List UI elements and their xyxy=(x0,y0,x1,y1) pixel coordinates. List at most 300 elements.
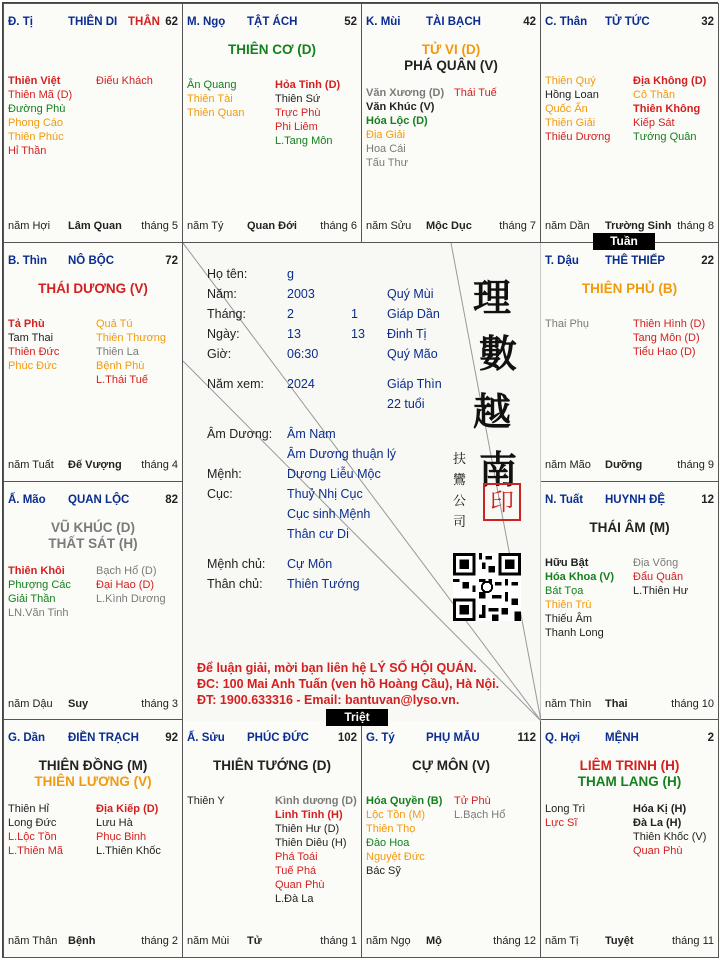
minor-stars-right xyxy=(96,317,166,387)
month-marker: tháng 9 xyxy=(677,459,714,471)
minor-star: Hoa Cái xyxy=(366,143,406,155)
body-lord-label: Thân chủ: xyxy=(207,577,263,591)
destiny-lord-value: Cự Môn xyxy=(287,557,333,571)
minor-star: Kình dương (D) xyxy=(275,795,357,807)
palace-name: PHỤ MẪU xyxy=(426,732,480,744)
minor-star: Văn Xương (D) xyxy=(366,87,445,99)
life-stage: Dưỡng xyxy=(605,459,643,471)
seal-char: 司 xyxy=(453,515,467,530)
minor-star: Long Trì xyxy=(545,803,586,815)
palace-header xyxy=(8,494,178,508)
minor-star: Bạch Hổ (D) xyxy=(96,565,157,577)
minor-star: Thiên Việt xyxy=(8,75,61,87)
minor-star: Thiên Giải xyxy=(545,117,596,129)
main-stars xyxy=(362,42,540,74)
palace-header xyxy=(187,16,357,30)
palace-name: TÀI BẠCH xyxy=(426,16,481,28)
earthly-branch: C. Thân xyxy=(545,16,588,28)
minor-star: Thanh Long xyxy=(545,627,604,639)
palace-footer xyxy=(187,220,357,234)
earthly-branch: T. Dậu xyxy=(545,255,579,267)
life-stage: Thai xyxy=(605,698,628,710)
palace-header xyxy=(545,255,714,269)
minor-star: Hồng Loan xyxy=(545,89,599,101)
palace-ngo xyxy=(182,3,362,243)
minor-star: Nguyệt Đức xyxy=(366,851,425,863)
view-year-canchi: Giáp Thìn xyxy=(387,377,442,391)
minor-star: Địa Không (D) xyxy=(633,75,707,87)
main-star: PHÁ QUÂN (V) xyxy=(404,58,498,73)
month-marker: tháng 2 xyxy=(141,935,178,947)
minor-star: Lưu Hà xyxy=(96,817,133,829)
minor-star: Hóa Khoa (V) xyxy=(545,571,615,583)
life-stage: Mộ xyxy=(426,935,442,947)
palace-name: ĐIỀN TRẠCH xyxy=(68,732,139,744)
minor-stars-left xyxy=(8,802,63,858)
minor-star: Đào Hoa xyxy=(366,837,410,849)
palace-suu xyxy=(182,719,362,958)
hour-value: 06:30 xyxy=(287,347,319,361)
minor-stars-left xyxy=(545,317,589,331)
minor-star: Tả Phù xyxy=(8,318,45,330)
main-stars xyxy=(4,758,182,790)
decade-age: 62 xyxy=(165,16,178,28)
year-branch: năm Hợi xyxy=(8,220,51,232)
minor-stars-right xyxy=(275,78,340,148)
year-branch: năm Thìn xyxy=(545,698,592,710)
minor-star: Thai Phụ xyxy=(545,318,590,330)
minor-star: Địa Kiếp (D) xyxy=(96,803,159,815)
minor-star: Tướng Quân xyxy=(633,131,697,143)
palace-name: TẬT ÁCH xyxy=(247,16,298,28)
minor-star: Tam Thai xyxy=(8,332,54,344)
main-star: VŨ KHÚC (D) xyxy=(51,520,135,535)
body-lord-value: Thiên Tướng xyxy=(287,577,360,591)
month-marker: tháng 11 xyxy=(671,935,714,947)
body-palace-note: Thân cư Di xyxy=(287,527,349,541)
minor-star: L.Thái Tuế xyxy=(96,374,148,386)
minor-star: L.Thiên Khốc xyxy=(96,845,161,857)
name-label: Họ tên: xyxy=(207,267,248,281)
palace-name: NÔ BỘC xyxy=(68,255,114,267)
earthly-branch: G. Tý xyxy=(366,732,395,744)
palace-ti xyxy=(3,3,183,243)
minor-star: Đại Hao (D) xyxy=(96,579,155,591)
bureau-note: Cục sinh Mệnh xyxy=(287,507,371,521)
minor-star: Phục Binh xyxy=(96,831,147,843)
minor-star: Thiên Khôi xyxy=(8,565,65,577)
minor-stars-right xyxy=(275,794,357,906)
life-stage: Tuyệt xyxy=(605,935,634,947)
month-marker: tháng 8 xyxy=(677,220,714,232)
palace-header xyxy=(8,732,178,746)
earthly-branch: N. Tuất xyxy=(545,494,584,506)
destiny-value: Dương Liễu Mộc xyxy=(287,467,381,481)
minor-star: Trực Phù xyxy=(275,107,321,119)
main-stars xyxy=(541,520,718,536)
minor-stars-right xyxy=(633,317,705,359)
view-year-label: Năm xem: xyxy=(207,377,264,391)
yinyang-note: Âm Dương thuận lý xyxy=(287,447,396,461)
minor-star: L.Tang Môn xyxy=(275,135,333,147)
main-stars xyxy=(541,758,718,790)
minor-star: Tuế Phá xyxy=(275,865,317,877)
palace-hoi xyxy=(540,719,719,958)
seal-char: 公 xyxy=(453,494,467,509)
minor-stars-right xyxy=(96,802,161,858)
hour-label: Giờ: xyxy=(207,347,232,361)
palace-than xyxy=(540,3,719,243)
minor-star: Thiên Khốc (V) xyxy=(633,831,707,843)
palace-mui xyxy=(361,3,541,243)
calligraphy-char-1: 理 xyxy=(473,275,512,320)
life-stage: Tử xyxy=(247,935,262,947)
decade-age: 12 xyxy=(701,494,714,506)
minor-star: Thiên Thọ xyxy=(366,823,416,835)
minor-star: Kiếp Sát xyxy=(633,117,675,129)
palace-name: THÊ THIẾP xyxy=(605,255,666,267)
month-label: Tháng: xyxy=(207,307,246,321)
palace-name: TỬ TỨC xyxy=(605,16,650,28)
main-star: CỰ MÔN (V) xyxy=(412,758,490,773)
main-star: THÁI ÂM (M) xyxy=(589,520,670,535)
tuan-marker: Tuần xyxy=(593,233,655,250)
palace-footer xyxy=(187,935,357,949)
contact-phone-email: ĐT: 1900.633316 - Email: bantuvan@lyso.vn. xyxy=(197,693,460,707)
palace-tuat xyxy=(540,481,719,721)
minor-star: Bát Tọa xyxy=(545,585,584,597)
minor-star: Thiên Thương xyxy=(96,332,167,344)
month-canchi: Giáp Dần xyxy=(387,307,440,321)
earthly-branch: Q. Hợi xyxy=(545,732,581,744)
body-palace-marker: THÂN xyxy=(128,16,160,28)
minor-stars-right xyxy=(96,74,153,88)
minor-stars-right xyxy=(633,556,688,598)
minor-star: L.Đà La xyxy=(275,893,314,905)
month-lunar: 1 xyxy=(351,307,358,321)
minor-star: Long Đức xyxy=(8,817,57,829)
palace-header xyxy=(187,732,357,746)
day-label: Ngày: xyxy=(207,327,240,341)
minor-star: Thiên Tài xyxy=(187,93,233,105)
decade-age: 82 xyxy=(165,494,178,506)
month-marker: tháng 12 xyxy=(493,935,536,947)
main-star: THIÊN CƠ (D) xyxy=(227,42,316,57)
main-star: THIÊN ĐỒNG (M) xyxy=(38,758,148,773)
minor-stars-left xyxy=(366,86,444,170)
palace-footer xyxy=(8,220,178,234)
year-branch: năm Sửu xyxy=(366,220,412,232)
year-branch: năm Thân xyxy=(8,935,58,947)
minor-star: Thiên Sứ xyxy=(275,93,321,105)
main-stars xyxy=(4,520,182,552)
earthly-branch: Ấ. Sửu xyxy=(187,732,225,744)
decade-age: 52 xyxy=(344,16,357,28)
destiny-lord-label: Mệnh chủ: xyxy=(207,557,266,571)
minor-stars-right xyxy=(454,86,497,100)
main-stars xyxy=(183,758,361,774)
minor-stars-left xyxy=(545,74,610,144)
month-marker: tháng 7 xyxy=(499,220,536,232)
minor-star: Phong Cáo xyxy=(8,117,64,129)
seal-column xyxy=(453,449,467,533)
earthly-branch: M. Ngọ xyxy=(187,16,226,28)
life-stage: Lâm Quan xyxy=(68,220,122,232)
main-star: TỬ VI (D) xyxy=(421,42,481,57)
minor-star: Thái Tuế xyxy=(454,87,497,99)
qr-code-icon[interactable] xyxy=(453,553,521,621)
minor-star: Tấu Thư xyxy=(366,157,409,169)
palace-footer xyxy=(8,698,178,712)
main-star: THIÊN LƯƠNG (V) xyxy=(34,774,152,789)
earthly-branch: Ấ. Mão xyxy=(8,494,46,506)
minor-star: Hóa Quyền (B) xyxy=(366,795,443,807)
palace-dau xyxy=(540,242,719,482)
destiny-label: Mệnh: xyxy=(207,467,242,481)
view-year-value: 2024 xyxy=(287,377,315,391)
decade-age: 92 xyxy=(165,732,178,744)
calligraphy-char-3: 越 xyxy=(473,389,512,434)
life-stage: Quan Đới xyxy=(247,220,297,232)
minor-star: Quan Phù xyxy=(633,845,683,857)
main-stars xyxy=(4,281,182,297)
minor-star: Thiên Phúc xyxy=(8,131,64,143)
palace-name: THIÊN DI xyxy=(68,16,118,28)
minor-star: Phúc Đức xyxy=(8,360,57,372)
minor-star: Tang Môn (D) xyxy=(633,332,700,344)
decade-age: 22 xyxy=(701,255,714,267)
life-stage: Đế Vượng xyxy=(68,459,122,471)
life-stage: Trường Sinh xyxy=(605,220,672,232)
main-stars xyxy=(362,758,540,774)
palace-header xyxy=(545,16,714,30)
earthly-branch: B. Thìn xyxy=(8,255,47,267)
minor-star: Bác Sỹ xyxy=(366,865,401,877)
minor-star: Cô Thần xyxy=(633,89,675,101)
minor-star: Đường Phù xyxy=(8,103,66,115)
month-marker: tháng 6 xyxy=(320,220,357,232)
decade-age: 32 xyxy=(701,16,714,28)
earthly-branch: Đ. Tị xyxy=(8,16,33,28)
minor-star: Thiên Mã (D) xyxy=(8,89,73,101)
palace-name: HUYNH ĐỆ xyxy=(605,494,666,506)
minor-star: L.Bạch Hổ xyxy=(454,809,506,821)
palace-footer xyxy=(545,459,714,473)
minor-star: L.Thiên Hư xyxy=(633,585,689,597)
year-branch: năm Dậu xyxy=(8,698,53,710)
minor-stars-left xyxy=(366,794,442,878)
center-info-panel xyxy=(183,243,541,721)
minor-star: LN.Văn Tinh xyxy=(8,607,69,619)
minor-star: Thiên Diêu (H) xyxy=(275,837,347,849)
contact-address: ĐC: 100 Mai Anh Tuấn (ven hồ Hoàng Cầu), Hà Nội. xyxy=(197,677,500,691)
minor-star: L.Kình Dương xyxy=(96,593,166,605)
triet-marker: Triệt xyxy=(326,709,388,726)
day-canchi: Đinh Tị xyxy=(387,327,427,341)
minor-star: Thiên Quan xyxy=(187,107,245,119)
minor-stars-left xyxy=(545,556,614,640)
minor-stars-left xyxy=(8,74,72,158)
palace-header xyxy=(545,732,714,746)
month-marker: tháng 5 xyxy=(141,220,178,232)
year-branch: năm Ngọ xyxy=(366,935,411,947)
minor-star: Lực Sĩ xyxy=(545,817,578,829)
palace-header xyxy=(8,16,178,30)
palace-footer xyxy=(366,220,536,234)
year-canchi: Quý Mùi xyxy=(387,287,434,301)
month-marker: tháng 10 xyxy=(671,698,714,710)
palace-name: PHÚC ĐỨC xyxy=(247,732,309,744)
minor-star: Thiên La xyxy=(96,346,139,358)
minor-star: Thiếu Dương xyxy=(545,131,611,143)
minor-star: Địa Võng xyxy=(633,557,679,569)
minor-star: Linh Tinh (H) xyxy=(275,809,343,821)
life-stage: Mộc Dục xyxy=(426,220,472,232)
seal-char: 扶 xyxy=(453,452,467,467)
minor-stars-left xyxy=(8,564,71,620)
main-stars xyxy=(183,42,361,58)
bureau-value: Thuỷ Nhị Cục xyxy=(287,487,363,501)
decade-age: 72 xyxy=(165,255,178,267)
decade-age: 2 xyxy=(707,732,714,744)
bureau-label: Cục: xyxy=(207,487,233,501)
minor-star: Thiên Hỉ xyxy=(8,803,49,815)
earthly-branch: G. Dần xyxy=(8,732,46,744)
palace-header xyxy=(545,494,714,508)
minor-stars-right xyxy=(96,564,166,606)
year-branch: năm Tuất xyxy=(8,459,54,471)
minor-star: Thiên Hư (D) xyxy=(275,823,340,835)
earthly-branch: K. Mùi xyxy=(366,16,401,28)
palace-mao xyxy=(3,481,183,721)
main-star: THIÊN PHỦ (B) xyxy=(581,281,678,296)
year-branch: năm Tị xyxy=(545,935,579,947)
minor-stars-left xyxy=(187,794,225,808)
yinyang-value: Âm Nam xyxy=(287,427,336,441)
year-value: 2003 xyxy=(287,287,315,301)
month-marker: tháng 1 xyxy=(320,935,357,947)
minor-star: Hóa Lộc (D) xyxy=(366,115,428,127)
minor-star: L.Thiên Mã xyxy=(8,845,64,857)
minor-star: Thiên Quý xyxy=(545,75,596,87)
red-seal-stamp: 印 xyxy=(483,483,521,521)
minor-stars-right xyxy=(454,794,505,822)
minor-stars-right xyxy=(633,74,706,144)
minor-star: Bệnh Phù xyxy=(96,360,145,372)
decade-age: 112 xyxy=(517,732,536,744)
day-value: 13 xyxy=(287,327,301,341)
palace-footer xyxy=(545,698,714,712)
palace-header xyxy=(366,732,536,746)
decade-age: 42 xyxy=(523,16,536,28)
minor-star: Lộc Tồn (M) xyxy=(366,809,426,821)
main-star: THÁI DƯƠNG (V) xyxy=(38,281,148,296)
minor-star: Quốc Ấn xyxy=(545,103,588,115)
palace-header xyxy=(366,16,536,30)
minor-stars-left xyxy=(187,78,244,120)
main-stars xyxy=(541,281,718,297)
decade-age: 102 xyxy=(337,732,357,744)
palace-name: QUAN LỘC xyxy=(68,494,130,506)
minor-star: Hỉ Thần xyxy=(8,145,47,157)
minor-star: Quan Phù xyxy=(275,879,325,891)
minor-stars-left xyxy=(545,802,585,830)
year-branch: năm Tý xyxy=(187,220,224,232)
minor-star: Phá Toái xyxy=(275,851,318,863)
month-marker: tháng 4 xyxy=(141,459,178,471)
palace-ty xyxy=(361,719,541,958)
seal-char: 鸞 xyxy=(453,473,467,488)
yinyang-label: Âm Dương: xyxy=(207,427,273,441)
main-star: THIÊN TƯỚNG (D) xyxy=(213,758,331,773)
palace-footer xyxy=(366,935,536,949)
minor-star: Đẩu Quân xyxy=(633,571,684,583)
minor-star: Thiếu Âm xyxy=(545,613,593,625)
palace-header xyxy=(8,255,178,269)
main-star: THẤT SÁT (H) xyxy=(48,536,138,551)
year-branch: năm Dần xyxy=(545,220,590,232)
minor-star: Đà La (H) xyxy=(633,817,682,829)
minor-star: Thiên Đức xyxy=(8,346,60,358)
month-value: 2 xyxy=(287,307,294,321)
year-branch: năm Mùi xyxy=(187,935,230,947)
minor-star: Hóa Kị (H) xyxy=(633,803,687,815)
main-star: THAM LANG (H) xyxy=(577,774,682,789)
minor-star: Ân Quang xyxy=(187,79,237,91)
minor-stars-left xyxy=(8,317,59,373)
minor-star: Văn Khúc (V) xyxy=(366,101,435,113)
day-lunar: 13 xyxy=(351,327,365,341)
palace-footer xyxy=(8,459,178,473)
palace-footer xyxy=(545,220,714,234)
palace-footer xyxy=(8,935,178,949)
minor-star: L.Lộc Tồn xyxy=(8,831,57,843)
minor-stars-right xyxy=(633,802,706,858)
calligraphy-char-2: 數 xyxy=(479,331,518,376)
horoscope-chart xyxy=(2,2,718,958)
minor-star: Thiên Y xyxy=(187,795,225,807)
month-marker: tháng 3 xyxy=(141,698,178,710)
minor-star: Hỏa Tinh (D) xyxy=(275,79,341,91)
minor-star: Hữu Bật xyxy=(545,557,589,569)
minor-star: Địa Giải xyxy=(366,129,406,141)
hour-canchi: Quý Mão xyxy=(387,347,438,361)
palace-dan xyxy=(3,719,183,958)
life-stage: Suy xyxy=(68,698,89,710)
minor-star: Giải Thần xyxy=(8,593,56,605)
year-branch: năm Mão xyxy=(545,459,591,471)
age-value: 22 tuổi xyxy=(387,397,425,411)
palace-footer xyxy=(545,935,714,949)
minor-star: Quả Tú xyxy=(96,318,133,330)
main-star: LIÊM TRINH (H) xyxy=(579,758,680,773)
minor-star: Thiên Không xyxy=(633,103,701,115)
minor-star: Phượng Các xyxy=(8,579,71,591)
name-value: g xyxy=(287,267,294,281)
contact-line-1: Để luận giải, mời bạn liên hệ LÝ SỐ HỘI QUÁN. xyxy=(197,661,477,675)
minor-star: Thiên Hình (D) xyxy=(633,318,706,330)
minor-star: Tử Phù xyxy=(454,795,491,807)
minor-star: Thiên Trù xyxy=(545,599,592,611)
minor-star: Phi Liêm xyxy=(275,121,318,133)
minor-star: Điếu Khách xyxy=(96,75,153,87)
palace-thin xyxy=(3,242,183,482)
calligraphy-char-4: 南 xyxy=(479,447,518,492)
minor-star: Tiểu Hao (D) xyxy=(633,346,696,358)
palace-name: MỆNH xyxy=(605,732,639,744)
year-label: Năm: xyxy=(207,287,237,301)
life-stage: Bệnh xyxy=(68,935,96,947)
